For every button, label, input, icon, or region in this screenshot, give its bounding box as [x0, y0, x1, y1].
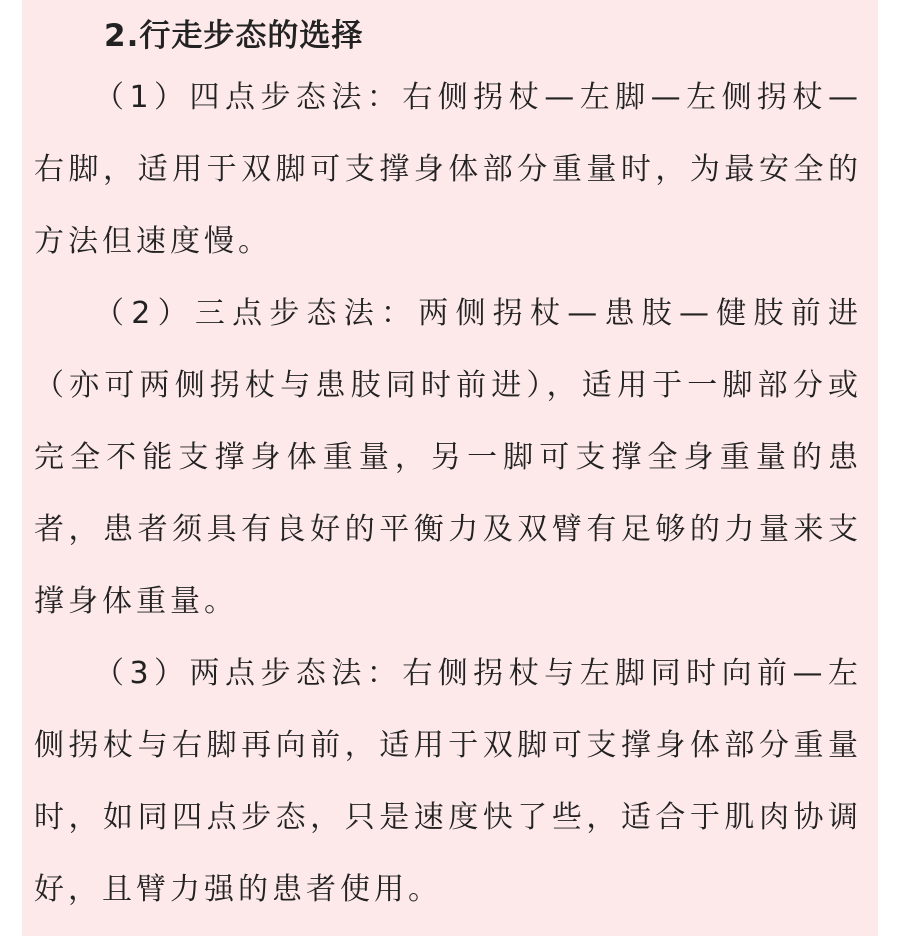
- paragraph-two-point-gait: （3）两点步态法：右侧拐杖与左脚同时向前—左侧拐杖与右脚再向前，适用于双脚可支撑身体部分重量时，如同四点步态，只是速度快了些，适合于肌肉协调好，且臂力强的患者使用。: [34, 656, 862, 907]
- paragraph-three-point-gait: （2）三点步态法：两侧拐杖—患肢—健肢前进（亦可两侧拐杖与患肢同时前进），适用于一脚部分或完全不能支撑身体重量，另一脚可支撑全身重量的患者，患者须具有良好的平衡力及双臂有足够的力量来支撑身体重量。: [34, 296, 862, 619]
- article-card: [22, 0, 878, 936]
- paragraph-four-point-gait: （1）四点步态法：右侧拐杖—左脚—左侧拐杖—右脚，适用于双脚可支撑身体部分重量时，为最安全的方法但速度慢。: [34, 80, 862, 259]
- section-heading: 2.行走步态的选择: [104, 18, 364, 54]
